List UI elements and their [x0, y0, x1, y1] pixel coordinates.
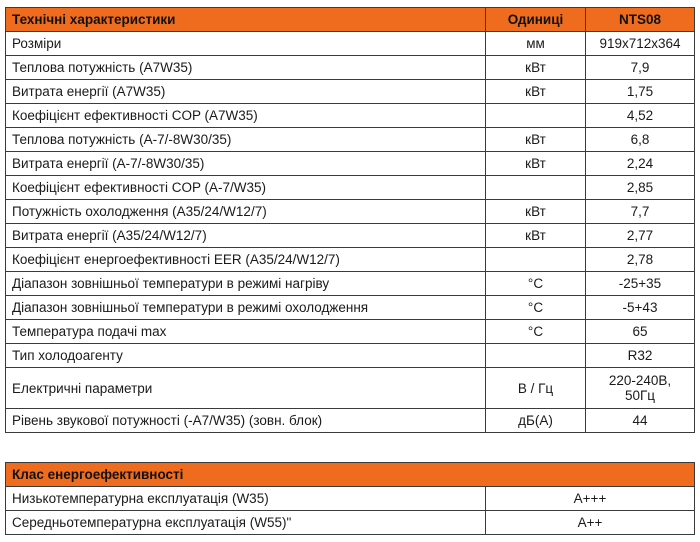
param-value: 2,24 — [586, 152, 695, 176]
param-name: Діапазон зовнішньої температури в режимі охолодження — [6, 296, 486, 320]
param-name: Коефіцієнт ефективності COP (A7W35) — [6, 104, 486, 128]
table-row — [6, 487, 695, 511]
table-row — [6, 368, 695, 409]
param-value: 7,7 — [586, 200, 695, 224]
param-unit — [486, 248, 586, 272]
table-row — [6, 511, 695, 535]
param-name: Потужність охолодження (A35/24/W12/7) — [6, 200, 486, 224]
param-name: Електричні параметри — [6, 368, 486, 409]
energy-mode-name: Низькотемпературна експлуатація (W35) — [6, 487, 486, 511]
energy-header: Клас енергоефективності — [6, 463, 695, 487]
param-unit: В / Гц — [486, 368, 586, 409]
table-row — [6, 296, 695, 320]
param-name: Витрата енергії (A-7/-8W30/35) — [6, 152, 486, 176]
specs-header-unit: Одиниці — [486, 8, 586, 32]
table-row — [6, 80, 695, 104]
table-row — [6, 200, 695, 224]
param-value: -25+35 — [586, 272, 695, 296]
param-name: Витрата енергії (A35/24/W12/7) — [6, 224, 486, 248]
param-unit: кВт — [486, 128, 586, 152]
param-name: Коефіцієнт енергоефективності EER (A35/24/W12/7) — [6, 248, 486, 272]
table-row — [6, 176, 695, 200]
param-unit: °C — [486, 272, 586, 296]
param-value: -5+43 — [586, 296, 695, 320]
table-row — [6, 409, 695, 433]
param-unit: кВт — [486, 224, 586, 248]
param-unit — [486, 344, 586, 368]
specs-table — [5, 7, 695, 433]
param-unit: кВт — [486, 152, 586, 176]
param-unit: °C — [486, 296, 586, 320]
param-value: 44 — [586, 409, 695, 433]
param-value: 1,75 — [586, 80, 695, 104]
param-value: 2,85 — [586, 176, 695, 200]
energy-mode-name: Середньотемпературна експлуатація (W55)" — [6, 511, 486, 535]
param-value: 7,9 — [586, 56, 695, 80]
energy-class-table — [5, 462, 695, 535]
param-value: 2,78 — [586, 248, 695, 272]
param-unit: кВт — [486, 80, 586, 104]
table-row — [6, 320, 695, 344]
param-unit: °C — [486, 320, 586, 344]
table-row — [6, 344, 695, 368]
param-unit — [486, 176, 586, 200]
energy-header-row — [6, 463, 695, 487]
param-unit: кВт — [486, 56, 586, 80]
param-value: 4,52 — [586, 104, 695, 128]
table-row — [6, 104, 695, 128]
table-row — [6, 32, 695, 56]
param-value: 919x712x364 — [586, 32, 695, 56]
param-value: 220-240В, 50Гц — [586, 368, 695, 409]
table-row — [6, 272, 695, 296]
param-name: Рівень звукової потужності (-A7/W35) (зовн. блок) — [6, 409, 486, 433]
param-name: Розміри — [6, 32, 486, 56]
param-unit: мм — [486, 32, 586, 56]
param-unit: дБ(A) — [486, 409, 586, 433]
param-name: Витрата енергії (A7W35) — [6, 80, 486, 104]
param-name: Теплова потужність (A7W35) — [6, 56, 486, 80]
table-row — [6, 152, 695, 176]
specs-header-value: NTS08 — [586, 8, 695, 32]
table-row — [6, 128, 695, 152]
param-unit — [486, 104, 586, 128]
specs-header-row — [6, 8, 695, 32]
param-name: Тип холодоагенту — [6, 344, 486, 368]
table-row — [6, 224, 695, 248]
energy-class-value: A+++ — [486, 487, 695, 511]
specs-header-name: Технічні характеристики — [6, 8, 486, 32]
energy-class-value: A++ — [486, 511, 695, 535]
param-name: Температура подачі max — [6, 320, 486, 344]
param-unit: кВт — [486, 200, 586, 224]
param-value: 6,8 — [586, 128, 695, 152]
param-value: R32 — [586, 344, 695, 368]
param-name: Теплова потужність (A-7/-8W30/35) — [6, 128, 486, 152]
param-value: 65 — [586, 320, 695, 344]
table-row — [6, 248, 695, 272]
param-value: 2,77 — [586, 224, 695, 248]
param-name: Діапазон зовнішньої температури в режимі нагріву — [6, 272, 486, 296]
param-name: Коефіцієнт ефективності COP (A-7/W35) — [6, 176, 486, 200]
table-row — [6, 56, 695, 80]
